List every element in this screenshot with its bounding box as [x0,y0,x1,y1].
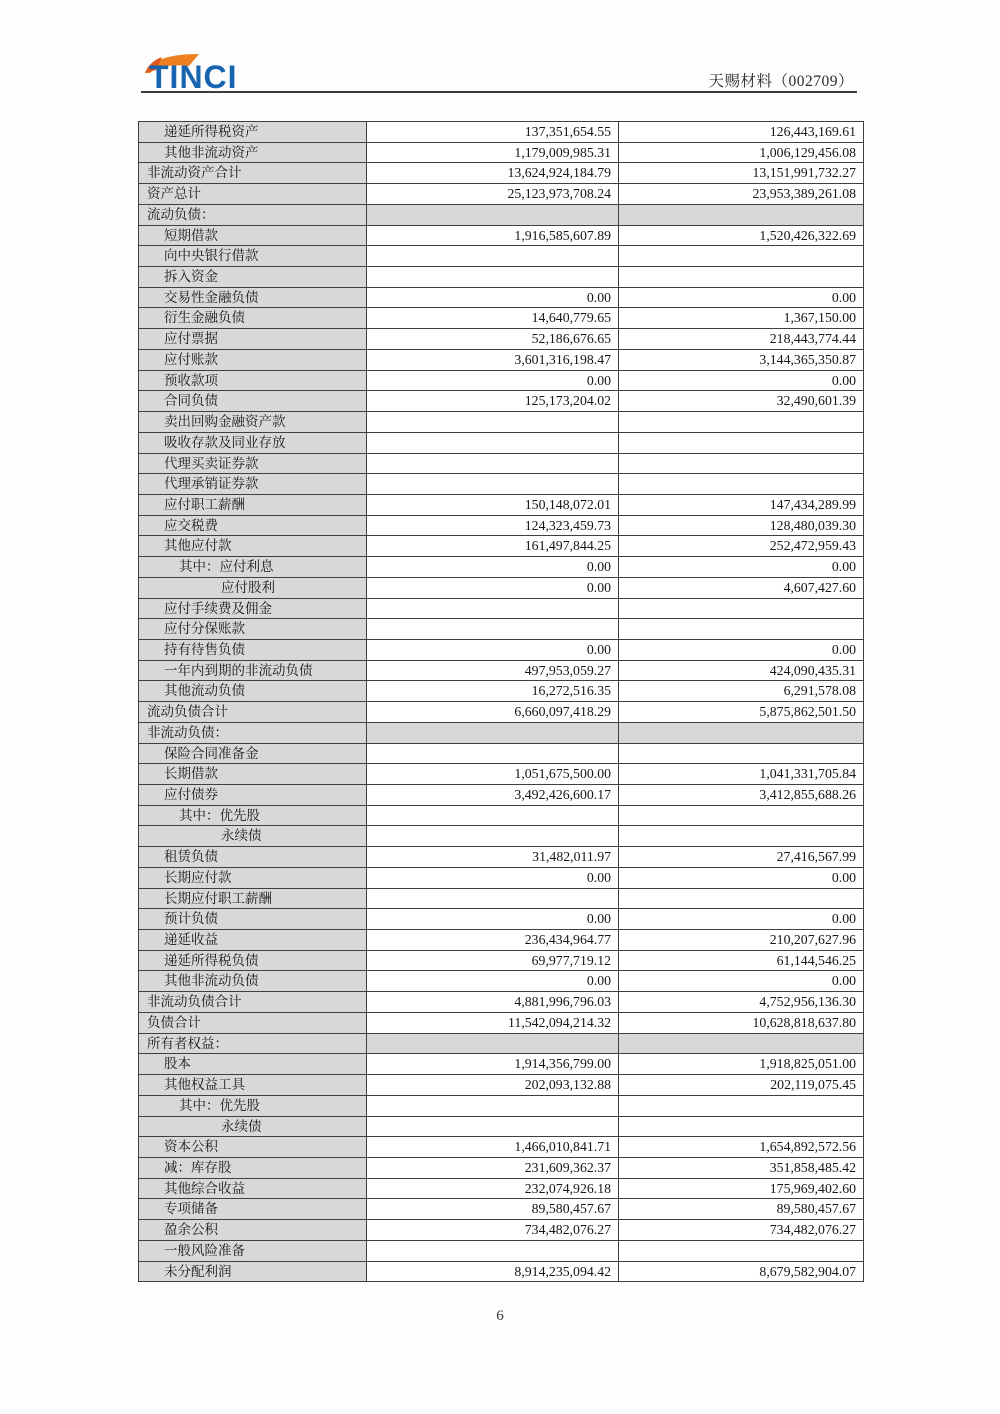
value-prior-period [619,1117,863,1137]
value-prior-period [619,433,863,453]
value-prior-period: 1,520,426,322.69 [759,227,856,243]
row-label: 保险合同准备金 [139,744,367,764]
row-label: 未分配利润 [139,1262,367,1282]
value-prior-period: 1,367,150.00 [783,310,856,326]
value-current-period [367,412,619,432]
table-row [139,909,863,930]
header-divider [141,91,857,93]
table-row [139,764,863,785]
value-prior-period [619,205,863,225]
row-label: 衍生金融负债 [139,308,367,328]
row-label: 减：库存股 [139,1158,367,1178]
table-row [139,1262,863,1283]
row-label: 资产总计 [139,184,367,204]
value-current-period [367,1034,619,1054]
tinci-logo [142,52,270,92]
value-current-period: 232,074,926.18 [367,1179,619,1199]
value-current-period [367,267,619,287]
row-label: 短期借款 [139,226,367,246]
row-label: 应付票据 [139,329,367,349]
row-label: 拆入资金 [139,267,367,287]
value-prior-period [619,1096,863,1116]
value-prior-period: 424,090,435.31 [769,662,856,678]
value-current-period [367,205,619,225]
row-label: 其中：应付利息 [139,557,367,577]
value-prior-period [619,889,863,909]
value-prior-period: 1,041,331,705.84 [759,766,856,782]
table-row [139,226,863,247]
row-label: 应交税费 [139,516,367,536]
value-prior-period: 0.00 [831,869,856,885]
value-prior-period: 0.00 [831,973,856,989]
row-label: 非流动负债合计 [139,992,367,1012]
table-row [139,578,863,599]
table-row [139,1034,863,1055]
table-row [139,536,863,557]
table-row [139,868,863,889]
table-row [139,308,863,329]
value-current-period: 202,093,132.88 [367,1075,619,1095]
value-prior-period: 0.00 [831,289,856,305]
table-row [139,744,863,765]
row-label: 预收款项 [139,371,367,391]
table-row [139,930,863,951]
row-label: 租赁负债 [139,847,367,867]
value-current-period [367,619,619,639]
table-row [139,433,863,454]
value-current-period: 137,351,654.55 [367,122,619,142]
table-row [139,1179,863,1200]
value-current-period: 1,466,010,841.71 [367,1137,619,1157]
value-current-period [367,1241,619,1261]
row-label: 其他应付款 [139,536,367,556]
value-current-period [367,723,619,743]
value-current-period [367,246,619,266]
row-label: 长期借款 [139,764,367,784]
table-row [139,516,863,537]
value-current-period: 8,914,235,094.42 [367,1262,619,1282]
value-prior-period: 13,151,991,732.27 [752,165,856,181]
table-row [139,971,863,992]
row-label: 其中：优先股 [139,806,367,826]
table-row [139,246,863,267]
value-prior-period [619,246,863,266]
value-prior-period: 3,412,855,688.26 [759,787,856,802]
value-prior-period: 3,144,365,350.87 [759,351,856,367]
row-label: 资本公积 [139,1137,367,1157]
row-label: 递延所得税负债 [139,951,367,971]
table-row [139,1137,863,1158]
value-prior-period [619,1034,863,1054]
row-label: 吸收存款及同业存放 [139,433,367,453]
row-label: 递延所得税资产 [139,122,367,142]
value-prior-period: 89,580,457.67 [776,1201,856,1217]
value-prior-period: 23,953,389,261.08 [752,186,856,202]
row-label: 长期应付职工薪酬 [139,889,367,909]
value-prior-period: 0.00 [831,559,856,575]
value-current-period: 0.00 [367,288,619,308]
value-prior-period: 0.00 [831,641,856,657]
row-label: 应付职工薪酬 [139,495,367,515]
value-current-period: 0.00 [367,640,619,660]
row-label: 向中央银行借款 [139,246,367,266]
value-current-period: 150,148,072.01 [367,495,619,515]
value-prior-period: 734,482,076.27 [769,1222,856,1238]
value-prior-period: 61,144,546.25 [776,952,856,968]
table-row [139,889,863,910]
value-prior-period [619,806,863,826]
row-label: 应付股利 [139,578,367,598]
value-prior-period [619,1241,863,1261]
value-current-period: 0.00 [367,371,619,391]
value-current-period: 161,497,844.25 [367,536,619,556]
value-prior-period [619,267,863,287]
value-prior-period: 351,858,485.42 [769,1159,856,1175]
value-current-period: 0.00 [367,909,619,929]
row-label: 其中：优先股 [139,1096,367,1116]
value-prior-period: 147,434,289.99 [769,496,856,512]
value-prior-period: 27,416,567.99 [776,849,856,865]
row-label: 其他综合收益 [139,1179,367,1199]
value-prior-period: 210,207,627.96 [769,932,856,948]
table-row [139,350,863,371]
row-label: 应付债券 [139,785,367,805]
value-current-period [367,889,619,909]
value-current-period: 125,173,204.02 [367,391,619,411]
table-row [139,143,863,164]
row-label: 长期应付款 [139,868,367,888]
table-row [139,992,863,1013]
value-current-period: 16,272,516.35 [367,681,619,701]
value-current-period: 89,580,457.67 [367,1199,619,1219]
value-prior-period: 32,490,601.39 [776,393,856,409]
value-current-period [367,474,619,494]
page-number: 6 [496,1308,504,1324]
row-label: 流动负债合计 [139,702,367,722]
value-current-period [367,806,619,826]
value-current-period: 1,179,009,985.31 [367,143,619,163]
value-prior-period: 4,607,427.60 [783,579,856,595]
value-prior-period [619,826,863,846]
row-label: 其他权益工具 [139,1075,367,1095]
value-prior-period: 202,119,075.45 [770,1077,856,1093]
row-label: 卖出回购金融资产款 [139,412,367,432]
table-row [139,412,863,433]
row-label: 其他流动负债 [139,681,367,701]
value-prior-period [619,599,863,619]
table-row [139,723,863,744]
table-row [139,474,863,495]
value-current-period: 11,542,094,214.32 [367,1013,619,1033]
row-label: 代理承销证券款 [139,474,367,494]
table-row [139,391,863,412]
table-row [139,1199,863,1220]
value-current-period [367,433,619,453]
value-prior-period: 10,628,818,637.80 [752,1014,856,1030]
value-prior-period [619,723,863,743]
row-label: 永续债 [139,1117,367,1137]
table-row [139,1013,863,1034]
table-row [139,122,863,143]
value-prior-period: 218,443,774.44 [769,331,856,347]
table-row [139,1096,863,1117]
value-prior-period: 252,472,959.43 [769,538,856,554]
table-row [139,1241,863,1262]
tinci-logo-graphic [142,52,270,92]
table-row [139,847,863,868]
table-row [139,806,863,827]
value-current-period: 69,977,719.12 [367,951,619,971]
table-row [139,371,863,392]
balance-sheet-table [138,121,864,1282]
value-prior-period [619,454,863,474]
table-row [139,1117,863,1138]
value-current-period: 0.00 [367,557,619,577]
table-row [139,454,863,475]
value-current-period: 25,123,973,708.24 [367,184,619,204]
row-label: 预计负债 [139,909,367,929]
value-prior-period: 128,480,039.30 [769,517,856,533]
table-row [139,1158,863,1179]
table-row [139,785,863,806]
table-row [139,1054,863,1075]
value-prior-period: 8,679,582,904.07 [759,1263,856,1279]
row-label: 其他非流动资产 [139,143,367,163]
value-current-period: 6,660,097,418.29 [367,702,619,722]
value-prior-period: 1,918,825,051.00 [759,1056,856,1072]
value-current-period: 1,916,585,607.89 [367,226,619,246]
row-label: 所有者权益： [139,1034,367,1054]
value-prior-period: 6,291,578.08 [783,683,856,699]
row-label: 专项储备 [139,1199,367,1219]
table-row [139,267,863,288]
row-label: 交易性金融负债 [139,288,367,308]
value-prior-period: 1,654,892,572.56 [759,1139,856,1155]
value-current-period: 1,914,356,799.00 [367,1054,619,1074]
value-current-period: 13,624,924,184.79 [367,163,619,183]
table-row [139,826,863,847]
table-row [139,640,863,661]
value-current-period: 231,609,362.37 [367,1158,619,1178]
table-row [139,495,863,516]
value-current-period [367,1117,619,1137]
value-prior-period [619,474,863,494]
value-prior-period: 5,875,862,501.50 [759,704,856,720]
value-current-period [367,744,619,764]
table-row [139,163,863,184]
value-current-period: 1,051,675,500.00 [367,764,619,784]
row-label: 股本 [139,1054,367,1074]
table-row [139,702,863,723]
table-row [139,661,863,682]
row-label: 一年内到期的非流动负债 [139,661,367,681]
value-current-period: 0.00 [367,578,619,598]
row-label: 一般风险准备 [139,1241,367,1261]
value-current-period [367,454,619,474]
company-stock-label: 天赐材料（002709） [708,73,854,90]
value-prior-period: 126,443,169.61 [769,124,856,139]
value-current-period: 124,323,459.73 [367,516,619,536]
value-current-period: 497,953,059.27 [367,661,619,681]
row-label: 其他非流动负债 [139,971,367,991]
row-label: 盈余公积 [139,1220,367,1240]
value-prior-period: 4,752,956,136.30 [759,994,856,1010]
value-prior-period: 0.00 [831,911,856,927]
row-label: 非流动负债： [139,723,367,743]
value-prior-period: 0.00 [831,372,856,388]
table-row [139,205,863,226]
table-row [139,329,863,350]
table-row [139,681,863,702]
value-current-period [367,826,619,846]
table-row [139,288,863,309]
value-current-period: 31,482,011.97 [367,847,619,867]
value-current-period: 4,881,996,796.03 [367,992,619,1012]
table-row [139,184,863,205]
value-current-period: 734,482,076.27 [367,1220,619,1240]
row-label: 应付账款 [139,350,367,370]
row-label: 递延收益 [139,930,367,950]
logo-text: TINCI [149,59,238,92]
value-prior-period: 1,006,129,456.08 [759,144,856,160]
value-current-period [367,1096,619,1116]
row-label: 非流动资产合计 [139,163,367,183]
row-label: 应付分保账款 [139,619,367,639]
value-current-period: 0.00 [367,971,619,991]
table-row [139,1075,863,1096]
value-current-period: 236,434,964.77 [367,930,619,950]
table-row [139,619,863,640]
row-label: 持有待售负债 [139,640,367,660]
row-label: 永续债 [139,826,367,846]
value-prior-period [619,744,863,764]
value-current-period: 14,640,779.65 [367,308,619,328]
table-row [139,557,863,578]
value-prior-period: 175,969,402.60 [769,1180,856,1196]
table-row [139,599,863,620]
table-row [139,951,863,972]
row-label: 合同负债 [139,391,367,411]
value-prior-period [619,412,863,432]
value-current-period: 3,492,426,600.17 [367,785,619,805]
row-label: 应付手续费及佣金 [139,599,367,619]
value-prior-period [619,619,863,639]
value-current-period: 0.00 [367,868,619,888]
value-current-period: 3,601,316,198.47 [367,350,619,370]
row-label: 代理买卖证券款 [139,454,367,474]
value-current-period: 52,186,676.65 [367,329,619,349]
table-row [139,1220,863,1241]
row-label: 负债合计 [139,1013,367,1033]
value-current-period [367,599,619,619]
row-label: 流动负债： [139,205,367,225]
